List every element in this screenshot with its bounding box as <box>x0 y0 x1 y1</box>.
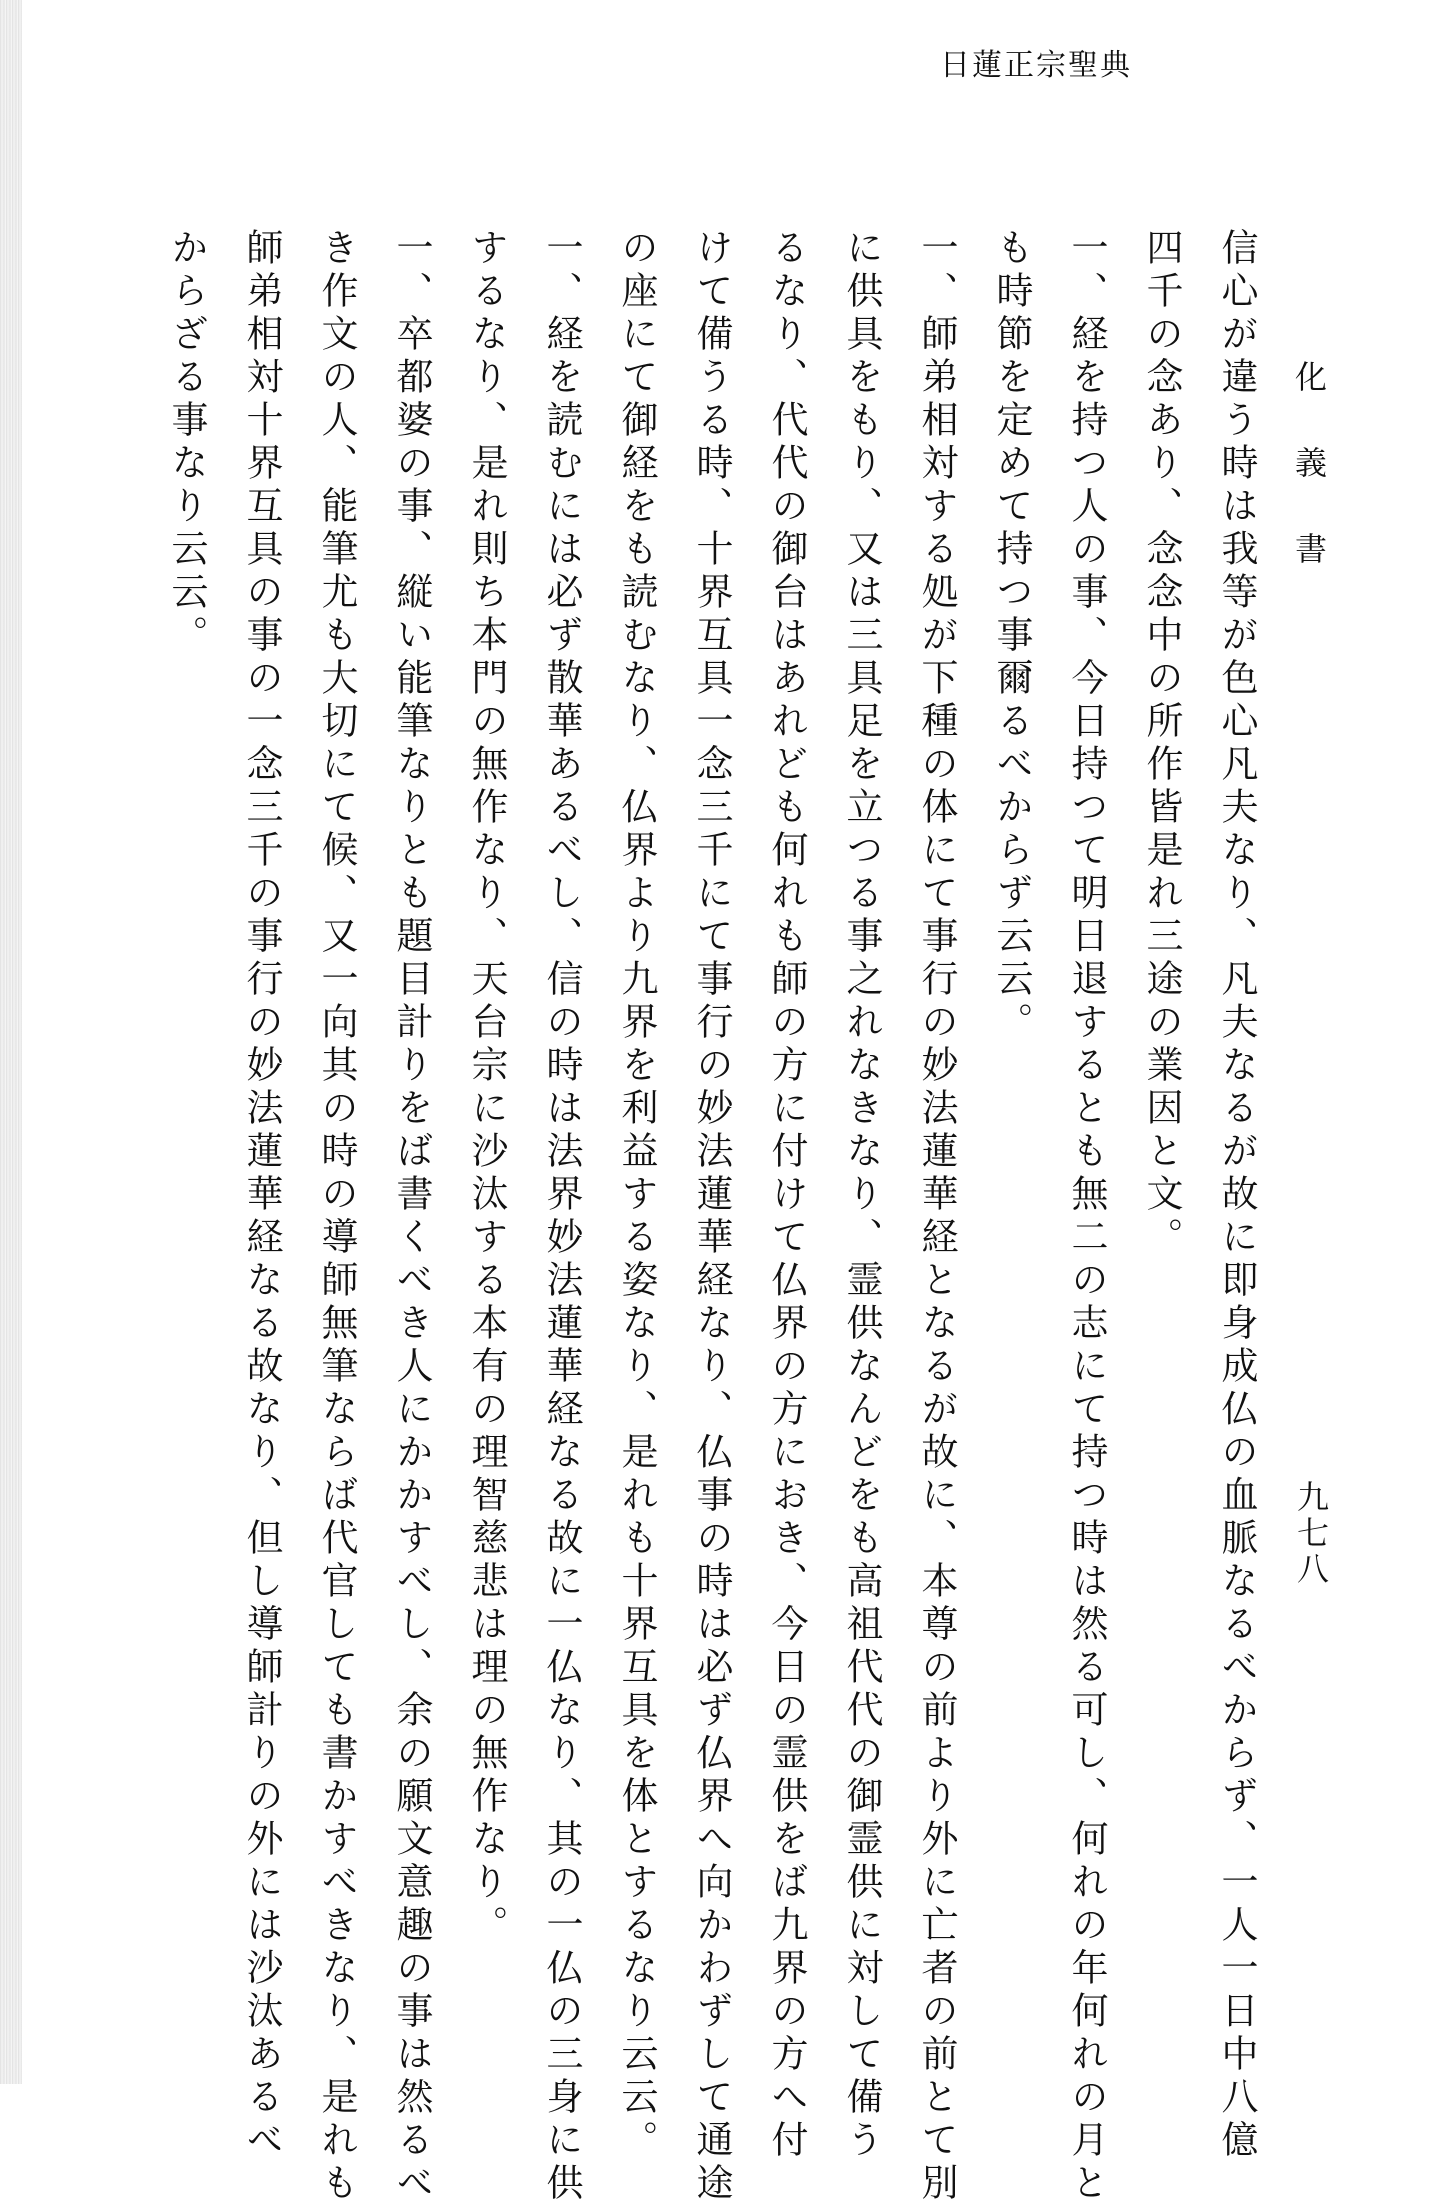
text-column: 一、師弟相対する処が下種の体にて事行の妙法蓮華経となるが故に、本尊の前より外に亡者の前とて別 <box>915 228 958 2206</box>
text-column: 信心が違う時は我等が色心凡夫なり、凡夫なるが故に即身成仏の血脈なるべからず、一人一日中八億 <box>1215 228 1258 2163</box>
text-column: も時節を定めて持つ事爾るべからず云云。 <box>990 228 1033 1045</box>
text-column: からざる事なり云云。 <box>165 228 208 658</box>
chapter-title: 化義書 <box>1290 360 1328 618</box>
text-column: き作文の人、能筆尤も大切にて候、又一向其の時の導師無筆ならば代官しても書かすべきなり、是れも <box>315 228 358 2206</box>
text-column: 一、卒都婆の事、縦い能筆なりとも題目計りをば書くべき人にかかすべし、余の願文意趣の事は然るべ <box>390 228 433 2206</box>
text-column: るなり、代代の御台はあれども何れも師の方に付けて仏界の方におき、今日の霊供をば九界の方へ付 <box>765 228 808 2163</box>
text-column: の座にて御経をも読むなり、仏界より九界を利益する姿なり、是れも十界互具を体とするなり云云。 <box>615 228 658 2163</box>
text-column: 一、経を読むには必ず散華あるべし、信の時は法界妙法蓮華経なる故に一仏なり、其の一仏の三身に供 <box>540 228 583 2206</box>
text-column: 四千の念あり、念念中の所作皆是れ三途の業因と文。 <box>1140 228 1183 1260</box>
scan-edge-shadow <box>0 0 22 2084</box>
text-column: するなり、是れ則ち本門の無作なり、天台宗に沙汰する本有の理智慈悲は理の無作なり。 <box>465 228 508 1948</box>
text-column: けて備うる時、十界互具一念三千にて事行の妙法蓮華経なり、仏事の時は必ず仏界へ向かわずして通途 <box>690 228 733 2206</box>
book-title: 日蓮正宗聖典 <box>940 48 1132 83</box>
text-column: に供具をもり、又は三具足を立つる事之れなきなり、霊供なんどをも高祖代代の御霊供に対して備う <box>840 228 883 2163</box>
page-number: 九七八 <box>1292 1480 1330 1588</box>
text-column: 師弟相対十界互具の事の一念三千の事行の妙法蓮華経なる故なり、但し導師計りの外には沙汰あるべ <box>240 228 283 2163</box>
text-column: 一、経を持つ人の事、今日持つて明日退するとも無二の志にて持つ時は然る可し、何れの年何れの月と <box>1065 228 1108 2206</box>
